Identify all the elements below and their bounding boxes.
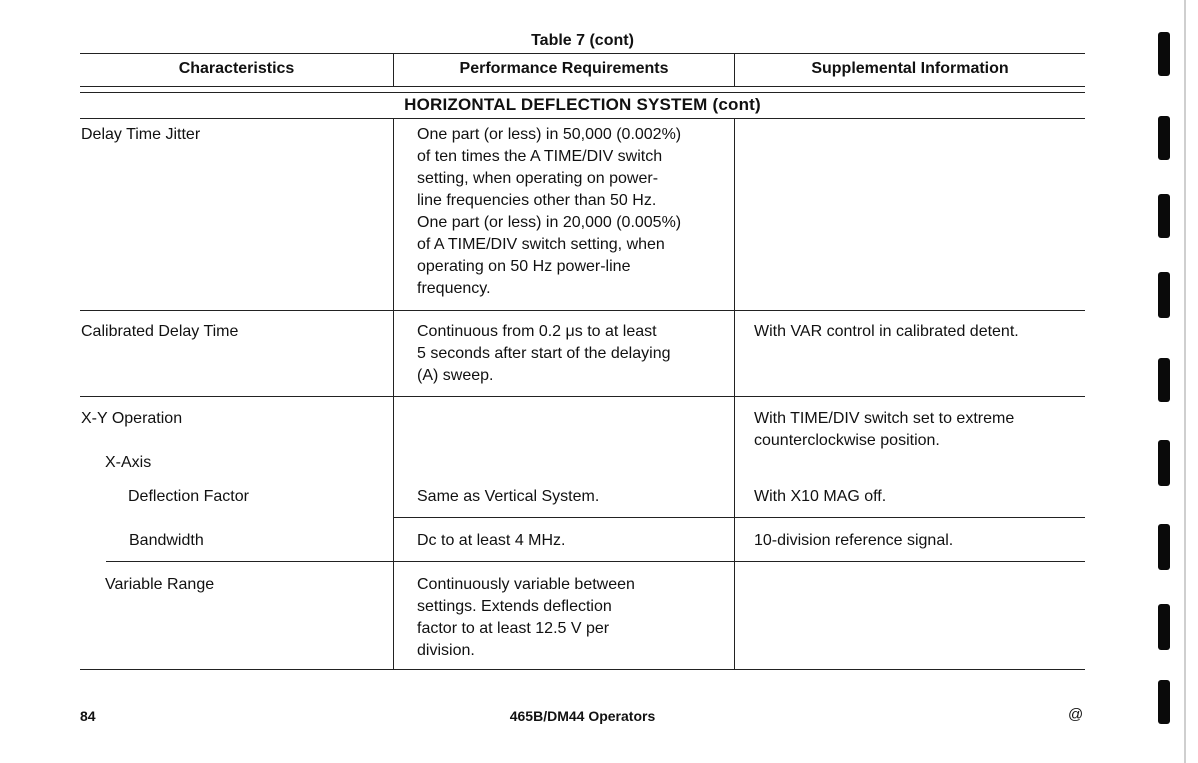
binding-hole bbox=[1158, 524, 1170, 570]
binding-hole bbox=[1158, 440, 1170, 486]
performance-text: Continuously variable between settings. Extends deflection factor to at least 12.5 V per division. bbox=[417, 576, 635, 659]
binding-hole bbox=[1158, 358, 1170, 402]
characteristic-label: X-Y Operation bbox=[81, 410, 183, 427]
characteristic-label: Calibrated Delay Time bbox=[81, 323, 239, 340]
body-divider-right bbox=[734, 118, 735, 670]
binding-hole bbox=[1158, 272, 1170, 318]
binding-hole bbox=[1158, 680, 1170, 724]
characteristic-label: Deflection Factor bbox=[128, 488, 249, 505]
header-top-rule bbox=[80, 53, 1085, 54]
row-rule bbox=[106, 561, 1085, 562]
supplemental-text: With TIME/DIV switch set to extreme counterclockwise position. bbox=[754, 410, 1015, 449]
section-bottom-rule bbox=[80, 118, 1085, 119]
row-rule bbox=[393, 517, 1085, 518]
characteristic-label: Delay Time Jitter bbox=[81, 126, 201, 143]
characteristic-label: Bandwidth bbox=[129, 532, 204, 549]
binding-hole bbox=[1158, 194, 1170, 238]
page-edge bbox=[1184, 0, 1186, 763]
header-bottom-rule bbox=[80, 86, 1085, 87]
row-rule bbox=[80, 396, 1085, 397]
performance-text: One part (or less) in 50,000 (0.002%) of ten times the A TIME/DIV switch setting, when operating on power- line frequencies other than 50 Hz. One part (or less) in 20,000 (0.005%) of A TIME/DIV switch setting, when operating on 50 Hz power-line frequency. bbox=[417, 126, 682, 297]
characteristic-label: X-Axis bbox=[105, 454, 152, 471]
section-top-rule bbox=[80, 92, 1085, 93]
characteristic-label: Variable Range bbox=[105, 576, 215, 593]
body-divider-left bbox=[393, 118, 394, 670]
performance-text: Continuous from 0.2 μs to at least 5 seconds after start of the delaying (A) sweep. bbox=[417, 323, 671, 384]
binding-hole bbox=[1158, 32, 1170, 76]
column-header-supplemental: Supplemental Information bbox=[811, 60, 1009, 77]
binding-hole bbox=[1158, 116, 1170, 160]
column-header-performance: Performance Requirements bbox=[459, 60, 669, 77]
table-caption: Table 7 (cont) bbox=[531, 32, 634, 49]
performance-text: Same as Vertical System. bbox=[417, 488, 600, 505]
supplemental-text: With VAR control in calibrated detent. bbox=[754, 323, 1019, 340]
row-rule bbox=[80, 310, 1085, 311]
table-bottom-rule bbox=[80, 669, 1085, 670]
section-title: HORIZONTAL DEFLECTION SYSTEM (cont) bbox=[404, 95, 761, 114]
manual-title: 465B/DM44 Operators bbox=[509, 708, 656, 724]
column-header-characteristics: Characteristics bbox=[178, 60, 295, 77]
supplemental-text: 10-division reference signal. bbox=[754, 532, 954, 549]
performance-text: Dc to at least 4 MHz. bbox=[417, 532, 566, 549]
page-number: 84 bbox=[80, 708, 96, 724]
supplemental-text: With X10 MAG off. bbox=[754, 488, 887, 505]
publisher-mark: @ bbox=[1068, 706, 1084, 723]
binding-hole bbox=[1158, 604, 1170, 650]
